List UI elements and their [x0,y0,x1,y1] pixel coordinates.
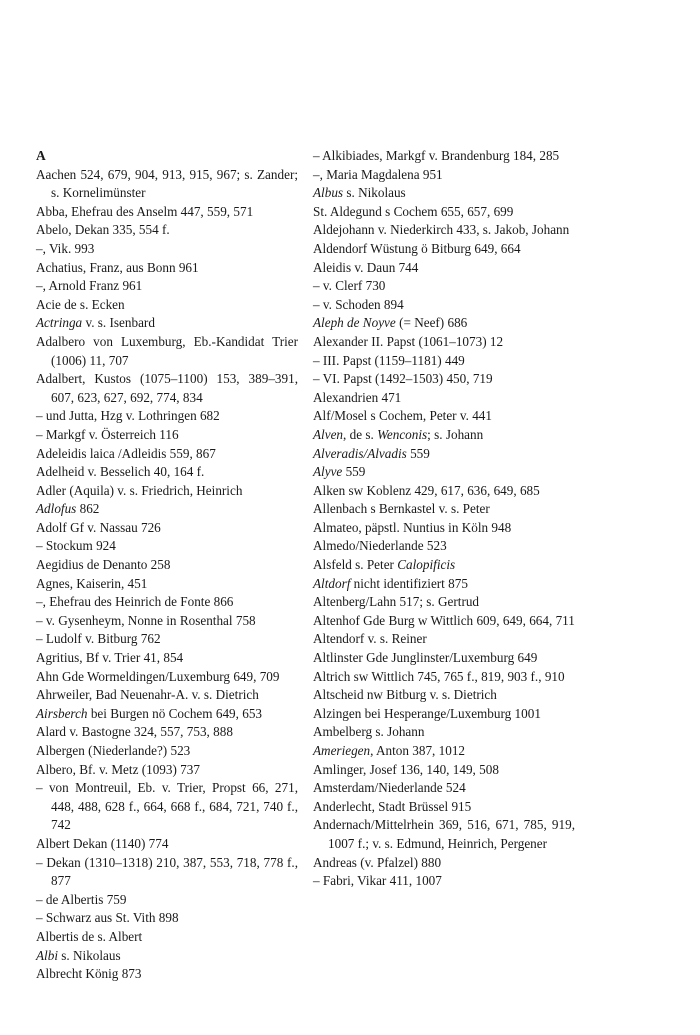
index-entry [313,166,575,185]
index-entry-text: Agritius, Bf v. Trier 41, 854 [36,650,184,666]
index-entry [313,854,575,873]
index-entry-text: Agnes, Kaiserin, 451 [36,575,148,591]
index-entry [36,761,298,780]
index-entry-text: Abelo, Dekan 335, 554 f. [36,222,170,238]
index-entry-text: – v. Schoden 894 [313,296,404,312]
index-entry-text: Adler (Aquila) v. s. Friedrich, Heinrich [36,482,243,498]
index-entry [36,909,298,928]
index-entry-text: ; s. Johann [427,426,484,442]
index-entry-text: – Schwarz aus St. Vith 898 [36,910,179,926]
index-entry-text: – Fabri, Vikar 411, 1007 [313,873,442,889]
index-entry [36,333,298,370]
index-entry-text: Adeleidis laica /Adleidis 559, 867 [36,445,216,461]
index-entry-text: Albergen (Niederlande?) 523 [36,743,191,758]
index-entry [36,705,298,724]
index-entry [36,445,298,464]
index-entry [313,184,575,203]
index-entry [36,166,298,203]
index-entry-text: Almateo, päpstl. Nuntius in Köln 948 [313,519,512,535]
index-entry [36,203,298,222]
index-entry-text: s. Nikolaus [57,947,121,963]
index-entry-text: 862 [76,501,100,517]
index-entry [313,686,575,705]
index-entry [36,296,298,315]
index-column-left [36,147,298,984]
index-entry-text: St. Aldegund s Cochem 655, 657, 699 [313,203,514,219]
index-entry [36,593,298,612]
index-entry [313,761,575,780]
index-entry-text: Amsterdam/Niederlande 524 [313,780,466,796]
index-entry-text: Alven [313,426,344,442]
index-entry-text: – von Montreuil, Eb. v. Trier, Propst 66, 271, 448, 488, 628 f., 664, 668 f., 684, 721, 740 f., 742 [36,780,298,833]
index-entry [313,426,575,445]
index-entry [36,742,298,761]
index-entry-text: Ameriegen [313,743,371,758]
index-entry-text: – Dekan (1310–1318) 210, 387, 553, 718, 778 f., 877 [36,854,298,889]
index-entry [313,352,575,371]
index-entry [36,240,298,259]
index-entry-text: Wenconis [377,426,428,442]
index-entry [313,668,575,687]
index-entry [313,593,575,612]
index-entry-text: –, Arnold Franz 961 [36,278,143,294]
index-entry-text: Altlinster Gde Junglinster/Luxemburg 649 [313,650,538,666]
index-entry-text: Altscheid nw Bitburg v. s. Dietrich [313,687,497,703]
index-entry [313,742,575,761]
index-entry [313,798,575,817]
index-entry-text: v. s. Isenbard [82,315,155,331]
index-entry-text: Aleph de Noyve [313,315,396,331]
index-entry-text: – III. Papst (1159–1181) 449 [313,352,465,368]
index-entry-text: – Stockum 924 [36,538,116,554]
index-entry-text: Aleidis v. Daun 744 [313,259,419,275]
index-entry [313,333,575,352]
index-entry-text: Albertis de s. Albert [36,928,143,944]
index-entry [36,407,298,426]
index-entry-text: 559 [406,445,430,461]
index-entry-text: Anderlecht, Stadt Brüssel 915 [313,798,472,814]
index-entry-text: , de s. [343,426,378,442]
index-entry [36,649,298,668]
index-entry [36,314,298,333]
index-entry [36,947,298,966]
index-entry [313,705,575,724]
index-entry [36,965,298,984]
index-entry-text: Alf/Mosel s Cochem, Peter v. 441 [313,408,492,424]
index-entry [36,463,298,482]
index-entry-text: –, Maria Magdalena 951 [313,166,443,182]
index-entry-text: Adalbero von Luxemburg, Eb.-Kandidat Trier (1006) 11, 707 [36,333,298,368]
index-entry-text: – VI. Papst (1492–1503) 450, 719 [313,371,493,387]
index-entry-text: Alexander II. Papst (1061–1073) 12 [313,333,504,349]
index-entry [313,314,575,333]
index-entry [36,891,298,910]
index-entry-text: Achatius, Franz, aus Bonn 961 [36,259,199,275]
index-entry [36,928,298,947]
index-entry [313,240,575,259]
index-entry-text: Altenberg/Lahn 517; s. Gertrud [313,594,480,610]
index-entry-text: Adelheid v. Besselich 40, 164 f. [36,464,205,480]
index-entry-text: Alard v. Bastogne 324, 557, 753, 888 [36,724,233,740]
index-entry [36,686,298,705]
index-entry-text: Andernach/Mittelrhein 369, 516, 671, 785, 919, 1007 f.; v. s. Edmund, Heinrich, Pergener [313,817,575,851]
index-entry [313,147,575,166]
index-entry [313,779,575,798]
index-entry-text: Adalbert, Kustos (1075–1100) 153, 389–391, 607, 623, 627, 692, 774, 834 [36,371,298,405]
index-entry-text: – und Jutta, Hzg v. Lothringen 682 [36,408,220,424]
index-entry-text: Alken sw Koblenz 429, 617, 636, 649, 685 [313,482,540,498]
index-entry-text: Albero, Bf. v. Metz (1093) 737 [36,761,200,777]
index-entry-text: – de Albertis 759 [36,891,127,907]
index-entry-text: Aegidius de Denanto 258 [36,557,171,573]
index-entry-text: – Ludolf v. Bitburg 762 [36,631,161,647]
index-entry-text: – v. Gysenheym, Nonne in Rosenthal 758 [36,612,256,628]
index-entry [36,277,298,296]
index-entry [313,612,575,631]
index-entry [36,779,298,835]
index-entry-text: Altendorf v. s. Reiner [313,631,427,647]
index-entry-text: Alyve [313,464,343,480]
index-entry [313,630,575,649]
index-entry [36,482,298,501]
index-entry [36,630,298,649]
index-entry-text: , Anton 387, 1012 [370,743,466,758]
index-entry [313,872,575,891]
index-entry-text: Ahrweiler, Bad Neuenahr-A. v. s. Dietrich [36,687,259,703]
index-entries-right [313,147,575,891]
index-entry-text: –, Ehefrau des Heinrich de Fonte 866 [36,594,234,610]
index-entry [313,723,575,742]
index-entry-text: Altrich sw Wittlich 745, 765 f., 819, 903 f., 910 [313,668,565,684]
index-entry-text: Alzingen bei Hesperange/Luxemburg 1001 [313,705,541,721]
index-entry-text: Altdorf [313,575,351,591]
index-entry [313,519,575,538]
index-entry-text: Ahn Gde Wormeldingen/Luxemburg 649, 709 [36,668,280,684]
index-entry [36,854,298,891]
index-entry [36,612,298,631]
index-entry [313,203,575,222]
index-entry-text: Abba, Ehefrau des Anselm 447, 559, 571 [36,203,254,219]
index-entry [313,445,575,464]
index-entry-text: Aachen 524, 679, 904, 913, 915, 967; s. Zander; s. Kornelimünster [36,166,298,201]
index-entry-text: 559 [342,464,366,480]
index-entry-text: Albus [313,185,344,201]
index-entry [36,575,298,594]
index-entry [313,407,575,426]
index-entry-text: (= Neef) 686 [395,315,468,331]
index-entry-text: Amlinger, Josef 136, 140, 149, 508 [313,761,499,777]
index-entry-text: –, Vik. 993 [36,240,95,256]
index-entry [313,389,575,408]
index-entry [313,296,575,315]
index-entry [36,668,298,687]
index-entry-text: Airsberch [36,705,88,721]
index-entry [313,463,575,482]
index-entry-text: Alsfeld s. Peter [313,557,398,573]
index-entry [313,537,575,556]
index-entry [313,221,575,240]
index-entry-text: Alveradis/Alvadis [313,445,407,461]
index-entry [313,482,575,501]
index-entry [36,556,298,575]
index-entry [313,370,575,389]
index-entry [313,575,575,594]
index-entry [36,835,298,854]
index-entry [313,277,575,296]
index-entry-text: Actringa [36,315,83,331]
index-entry-text: Almedo/Niederlande 523 [313,538,447,554]
index-entry-text: Calopificis [397,557,456,573]
section-letter: A [36,148,46,163]
index-entry [36,426,298,445]
index-entry-text: – Markgf v. Österreich 116 [36,426,179,442]
index-entry-text: – Alkibiades, Markgf v. Brandenburg 184, 285 [313,148,560,163]
index-entry [313,259,575,278]
index-entry [36,370,298,407]
index-entry [313,649,575,668]
index-entry-text: Altenhof Gde Burg w Wittlich 609, 649, 664, 711 [313,612,575,628]
index-entry [36,519,298,538]
index-entry [36,500,298,519]
index-entry [36,537,298,556]
index-entry-text: Andreas (v. Pfalzel) 880 [313,854,442,870]
index-entry-text: Aldejohann v. Niederkirch 433, s. Jakob, Johann [313,222,570,238]
index-entry-text: Alexandrien 471 [313,389,402,405]
index-entry-text: Adlofus [36,501,77,517]
index-entry [313,500,575,519]
index-entry-text: Albert Dekan (1140) 774 [36,835,169,851]
index-entry [36,259,298,278]
index-entry-text: Aldendorf Wüstung ö Bitburg 649, 664 [313,240,521,256]
index-entry [313,816,575,853]
index-entry [36,221,298,240]
index-entry-text: Adolf Gf v. Nassau 726 [36,519,161,535]
index-column-right [313,147,575,891]
index-entry [36,723,298,742]
index-entries-left [36,166,298,984]
index-entry-text: – v. Clerf 730 [313,278,386,294]
index-entry-text: Allenbach s Bernkastel v. s. Peter [313,501,490,517]
index-entry-text: Acie de s. Ecken [36,296,125,312]
index-entry [313,556,575,575]
index-entry-text: s. Nikolaus [343,185,406,201]
index-entry-text: bei Burgen nö Cochem 649, 653 [87,705,263,721]
index-entry-text: Albrecht König 873 [36,966,142,982]
index-entry-text: Albi [36,947,58,963]
index-entry-text: Ambelberg s. Johann [313,724,425,740]
index-entry-text: nicht identifiziert 875 [350,575,468,591]
